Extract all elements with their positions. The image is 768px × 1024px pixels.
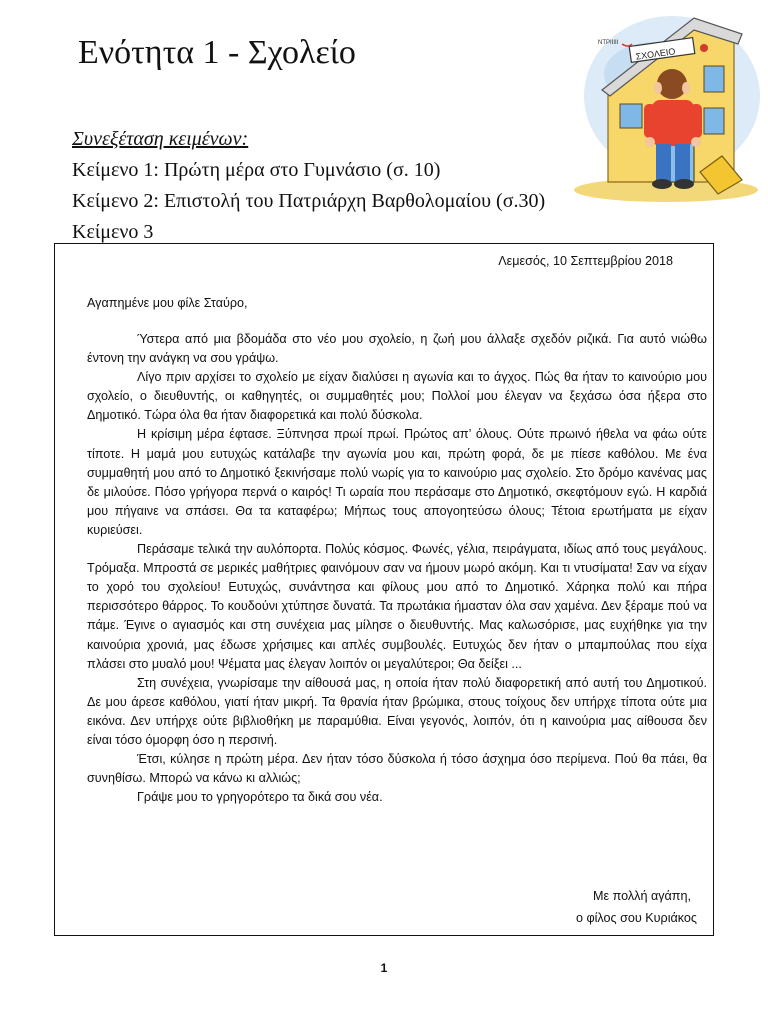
letter-body — [87, 330, 707, 807]
letter-paragraph: Περάσαμε τελικά την αυλόπορτα. Πολύς κόσμος. Φωνές, γέλια, πειράγματα, ιδίως από τους μεγάλους. Τρόμαξα. Μπροστά σε μερικές μαθήτριες φαινόμουν σαν να ήμουν μωρό ακόμη. Και τι ντυσίματα! Σαν να είχαν το χορό του σχολείου! Ευτυχώς, συνάντησα και φίλους μου από το Δημοτικό. Χάρηκα πολύ και πήρα περισσότερο θάρρος. Το κουδούνι χτύπησε δυνατά. Τα πρωτάκια ήμασταν όλα σαν χαμένα. Δεν ξέραμε πού να πάμε. Έγινε ο αγιασμός και στη συνέχεια μας μίλησε ο διευθυντής. Μας καλωσόρισε, μας ευχήθηκε για την καινούρια χρονιά, μας έδωσε χρήσιμες και απλές συμβουλές. Ευτυχώς δεν ήταν ο μπαμπούλας που είχα πλάσει στο μυαλό μου! Ψέματα μας έλεγαν λοιπόν οι μεγαλύτεροι; Θα δείξει ... — [87, 542, 707, 671]
reading-list-heading: Συνεξέταση κειμένων: — [72, 128, 249, 150]
letter-box — [54, 243, 714, 936]
letter-signature: ο φίλος σου Κυριάκος — [575, 911, 697, 925]
letter-paragraph: Γράψε μου το γρηγορότερο τα δικά σου νέα. — [137, 790, 383, 805]
letter-greeting: Αγαπημένε μου φίλε Σταύρο, — [87, 296, 248, 310]
letter-paragraph: Ύστερα από μια βδομάδα στο νέο μου σχολείο, η ζωή μου άλλαξε σχεδόν ριζικά. Για αυτό νιώθω έντονη την ανάγκη να σου γράψω. — [87, 332, 707, 366]
letter-signoff — [576, 885, 697, 929]
reading-list — [72, 124, 545, 248]
letter-paragraph: Στη συνέχεια, γνωρίσαμε την αίθουσά μας, η οποία ήταν πολύ διαφορετική από αυτή του Δημοτικού. Δε μου άρεσε καθόλου, γιατί ήταν μικρή. Τα θρανία ήταν βρώμικα, στους τοίχους δεν υπήρχε τίποτα ούτε μια εικόνα. Δεν υπήρχε ούτε βιβλιοθήκη με παραμύθια. Είναι γεγονός, λοιπόν, ότι η καινούρια μας αίθουσα δεν είναι τόσο όμορφη όσο η περσινή. — [87, 675, 707, 747]
school-sign-text: ΣΧΟΛΕΙΟ — [634, 46, 676, 62]
letter-paragraph: Έτσι, κύλησε η πρώτη μέρα. Δεν ήταν τόσο δύσκολα ή τόσο άσχημα όσο περίμενα. Πού θα πάει, θα συνηθίσω. Μπορώ να κάνω κι αλλιώς; — [87, 752, 707, 786]
reading-list-item: Κείμενο 1: Πρώτη μέρα στο Γυμνάσιο (σ. 10) — [72, 159, 441, 181]
letter-date: Λεμεσός, 10 Σεπτεμβρίου 2018 — [498, 254, 673, 268]
school-boy-illustration — [554, 4, 764, 204]
graffiti-text: ΝΤΡΙΙΙΙΙ — [598, 40, 619, 46]
reading-list-item: Κείμενο 3 — [72, 221, 154, 243]
page-title: Ενότητα 1 - Σχολείο — [78, 34, 356, 71]
letter-paragraph: Λίγο πριν αρχίσει το σχολείο με είχαν διαλύσει η αγωνία και το άγχος. Πώς θα ήταν το καινούριο μου σχολείο, ο διευθυντής, οι καθηγητές, οι συμμαθητές μου; Πολλοί μου έλεγαν να ξεχάσω όσα ήξερα στο Δημοτικό. Τώρα όλα θα ήταν διαφορετικά και πολύ δύσκολα. — [87, 370, 707, 423]
letter-paragraph: Η κρίσιμη μέρα έφτασε. Ξύπνησα πρωί πρωί. Πρώτος απ’ όλους. Ούτε πρωινό ήθελα να φάω ούτε τίποτε. Η μαμά μου ευτυχώς κατάλαβε την αγωνία μου και, πρώτη φορά, δε με πίεσε καθόλου. Με ένα συμμαθητή μου από το Δημοτικό ξεκινήσαμε πολύ νωρίς για το καινούριο μας σχολείο. Στο δρόμο κανένας μας δε μιλούσε. Πόσο γρήγορα περνά ο καιρός! Τι ωραία που περάσαμε στο Δημοτικό, σκεφτόμουν εγώ. Η καρδιά μου πήγαινε να σπάσει. Θα τα καταφέρω; Μήπως τους απογοητεύσω όλους; Τέτοια ερωτήματα με είχαν κυριεύσει. — [87, 427, 707, 537]
letter-closing: Με πολλή αγάπη, — [592, 889, 691, 903]
reading-list-item: Κείμενο 2: Επιστολή του Πατριάρχη Βαρθολομαίου (σ.30) — [72, 190, 546, 212]
page-number: 1 — [380, 961, 388, 975]
